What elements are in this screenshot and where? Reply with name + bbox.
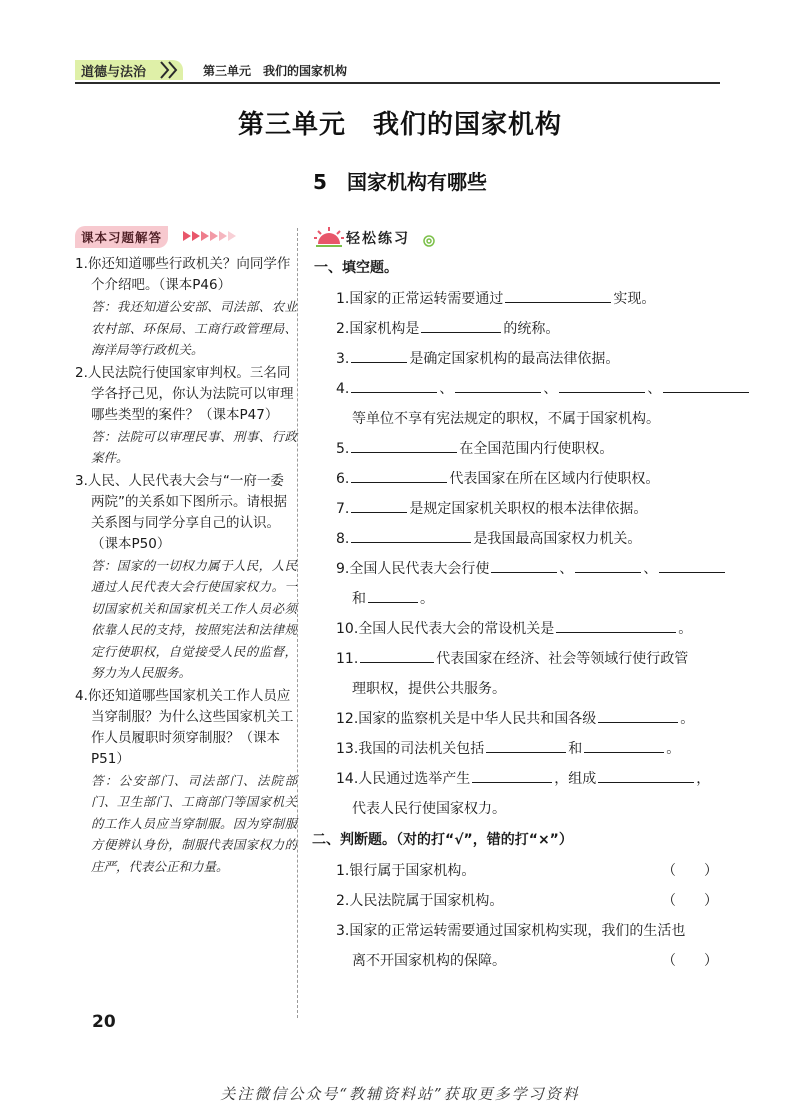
practice-section-title: 轻松练习: [346, 231, 410, 247]
answer-parenthesis[interactable]: （ ）: [662, 893, 718, 909]
answer-blank[interactable]: [584, 736, 664, 753]
answer-blank[interactable]: [351, 376, 437, 393]
judge-question-3: 3.国家的正常运转需要通过国家机构实现，我们的生活也 离不开国家机构的保障。 （ ）: [314, 916, 724, 976]
answer-blank[interactable]: [663, 376, 749, 393]
answer-parenthesis[interactable]: （ ）: [662, 953, 718, 969]
answer-blank[interactable]: [575, 556, 641, 573]
answer-blank[interactable]: [351, 346, 407, 363]
question: 3.人民、人民代表大会与“一府一委两院”的关系如下图所示。请根据关系图与同学分享自己的认识。（课本P50）: [75, 472, 287, 552]
answer: 答：我还知道公安部、司法部、农业农村部、环保局、工商行政管理局、海洋局等行政机关。: [91, 299, 297, 357]
answer-blank[interactable]: [351, 526, 471, 543]
answer-blank[interactable]: [351, 436, 457, 453]
fill-blank-title: 一、填空题。: [314, 260, 398, 276]
fill-question-6: 6. 代表国家在所在区域内行使职权。: [314, 464, 724, 494]
answer-blank[interactable]: [486, 736, 566, 753]
unit-title: 第三单元 我们的国家机构: [237, 110, 562, 140]
double-chevron-icon: [159, 60, 181, 80]
fill-question-5: 5. 在全国范围内行使职权。: [314, 434, 724, 464]
sunrise-icon: [314, 226, 344, 248]
answer-blank[interactable]: [455, 376, 541, 393]
textbook-section-header: [75, 226, 297, 246]
fill-question-12: 12.国家的监察机关是中华人民共和国各级 。: [314, 704, 724, 734]
fill-question-8: 8. 是我国最高国家权力机关。: [314, 524, 724, 554]
page-header: [75, 58, 720, 84]
answer: 答：法院可以审理民事、刑事、行政案件。: [91, 428, 297, 465]
lesson-title: 5 国家机构有哪些: [313, 170, 487, 194]
page-number: 20: [92, 1012, 116, 1032]
answer: 答：公安部门、司法部门、法院部门、卫生部门、工商部门等国家机关的工作人员应当穿制服。因为穿制服方便辨认身份，制服代表国家权力的庄严，代表公正和力量。: [91, 772, 297, 874]
qa-item: [75, 686, 297, 878]
answer-blank[interactable]: [421, 316, 501, 333]
judge-question-2: 2.人民法院属于国家机构。 （ ）: [314, 886, 724, 916]
fill-question-2: 2.国家机构是 的统称。: [314, 314, 724, 344]
practice-section-header: [314, 226, 724, 252]
judge-title: 二、判断题。（对的打“√”，错的打“×”）: [312, 832, 573, 848]
answer-blank[interactable]: [598, 766, 694, 783]
spiral-icon: [422, 234, 436, 248]
fill-question-14: 14.人民通过选举产生 ，组成 ， 代表人民行使国家权力。: [314, 764, 724, 824]
answer-blank[interactable]: [368, 586, 418, 603]
question: 4.你还知道哪些国家机关工作人员应当穿制服？为什么这些国家机关工作人员履职时须穿制服？（课本P51）: [75, 687, 294, 767]
answer-blank[interactable]: [351, 496, 407, 513]
fill-question-11: 11. 代表国家在经济、社会等领域行使行政管 理职权，提供公共服务。: [314, 644, 724, 704]
fill-question-9: 9.全国人民代表大会行使 、 、 和 。: [314, 554, 724, 614]
fill-question-13: 13.我国的司法机关包括 和 。: [314, 734, 724, 764]
answer-blank[interactable]: [351, 466, 447, 483]
answer-parenthesis[interactable]: （ ）: [662, 863, 718, 879]
textbook-answers-column: [75, 226, 297, 879]
header-rule: [75, 82, 720, 84]
breadcrumb: 第三单元 我们的国家机构: [203, 64, 348, 78]
qa-item: [75, 254, 297, 361]
answer-blank[interactable]: [598, 706, 678, 723]
answer-blank[interactable]: [472, 766, 552, 783]
qa-item: [75, 363, 297, 469]
question: 2.人民法院行使国家审判权。三名同学各抒己见，你认为法院可以审理哪些类型的案件？（课本P47）: [75, 364, 294, 423]
answer-blank[interactable]: [360, 646, 434, 663]
answer-blank[interactable]: [505, 286, 611, 303]
fill-question-7: 7. 是规定国家机关职权的根本法律依据。: [314, 494, 724, 524]
qa-item: [75, 471, 297, 684]
practice-column: [314, 226, 724, 976]
answer-blank[interactable]: [559, 376, 645, 393]
arrows-icon: [183, 231, 239, 241]
answer-blank[interactable]: [659, 556, 725, 573]
answer-blank[interactable]: [556, 616, 676, 633]
question: 1.你还知道哪些行政机关？向同学作个介绍吧。（课本P46）: [75, 256, 291, 293]
subject-label: 道德与法治: [81, 65, 147, 80]
fill-question-1: 1.国家的正常运转需要通过 实现。: [314, 284, 724, 314]
fill-question-4: 4. 、 、 、 等单位不享有宪法规定的职权，不属于国家机构。: [314, 374, 724, 434]
footer-note: 关注微信公众号“教辅资料站”获取更多学习资料: [220, 1085, 580, 1103]
answer: 答：国家的一切权力属于人民，人民通过人民代表大会行使国家权力。一切国家机关和国家机关工作人员必须依靠人民的支持，按照宪法和法律规定行使职权，自觉接受人民的监督，努力为人民服务。: [91, 557, 297, 680]
answer-blank[interactable]: [491, 556, 557, 573]
fill-question-10: 10.全国人民代表大会的常设机关是 。: [314, 614, 724, 644]
judge-question-1: 1.银行属于国家机构。 （ ）: [314, 856, 724, 886]
column-divider: [297, 228, 298, 1018]
textbook-section-title: 课本习题解答: [75, 226, 168, 248]
fill-question-3: 3. 是确定国家机构的最高法律依据。: [314, 344, 724, 374]
